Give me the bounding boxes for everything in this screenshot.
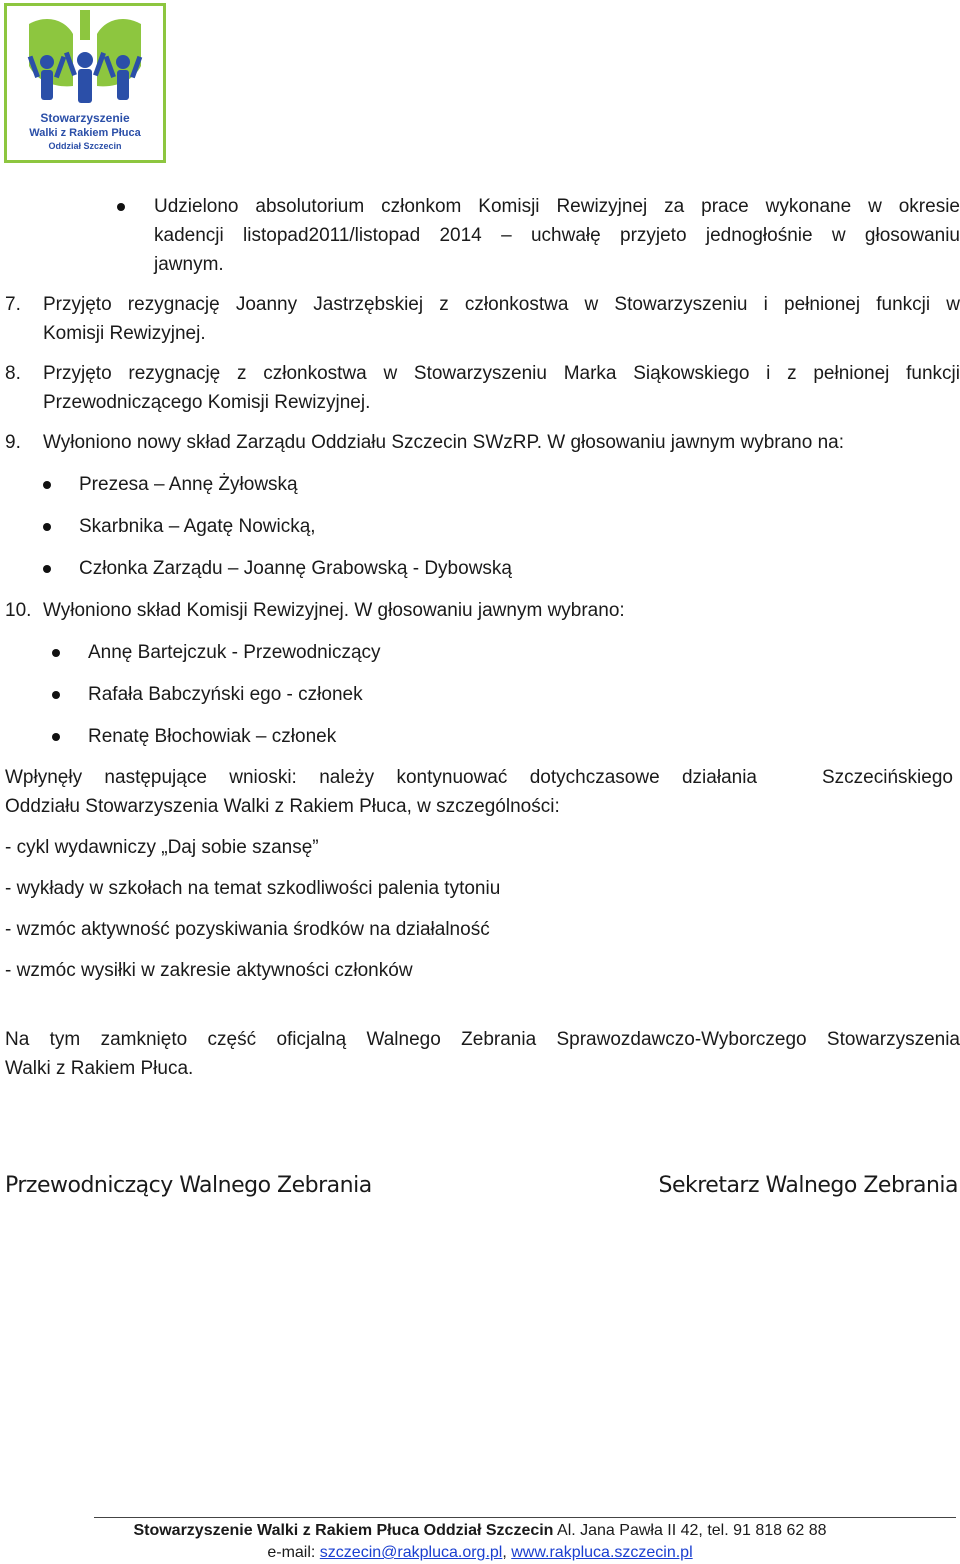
closing-line1: Na tym zamknięto część oficjalną Walnego Zebrania Sprawozdawczo-Wyborczego Stowarzyszenia [5, 1029, 960, 1050]
signature-secretary: Sekretarz Walnego Zebrania [658, 1173, 958, 1198]
footer-separator: , [502, 1544, 512, 1561]
absolutorium-line1: Udzielono absolutorium członkom Komisji Rewizyjnej za prace wykonane w okresie [154, 196, 960, 217]
footer-website-link[interactable]: www.rakpluca.szczecin.pl [511, 1544, 693, 1561]
item9-bullet-2: Skarbnika – Agatę Nowicką, [79, 516, 316, 537]
item7-line2: Komisji Rewizyjnej. [43, 323, 206, 344]
footer-address-line [0, 1521, 960, 1541]
motions-line1-right: Szczecińskiego [822, 767, 953, 788]
closing-line2: Walki z Rakiem Płuca. [5, 1058, 194, 1079]
footer-contact-line [0, 1543, 960, 1563]
bullet-icon [52, 691, 60, 699]
item10-bullet-2: Rafała Babczyński ego - członek [88, 684, 363, 705]
bullet-icon [43, 523, 51, 531]
logo-text-line3: Oddział Szczecin [48, 141, 122, 151]
bullet-icon [117, 203, 125, 211]
item8-line1: Przyjęto rezygnację z członkostwa w Stowarzyszeniu Marka Siąkowskiego i z pełnionej funkcji [43, 363, 960, 384]
item10-bullet-3: Renatę Błochowiak – członek [88, 726, 337, 747]
footer-email-label: e-mail: [267, 1544, 320, 1561]
motion-item-3: - wzmóc aktywność pozyskiwania środków na działalność [5, 919, 490, 940]
logo-text-line1: Stowarzyszenie [40, 111, 130, 125]
item10-number: 10. [5, 600, 32, 621]
signature-chairman: Przewodniczący Walnego Zebrania [5, 1173, 372, 1198]
footer-divider [94, 1517, 956, 1518]
item8-line2: Przewodniczącego Komisji Rewizyjnej. [43, 392, 371, 413]
item9-text: Wyłoniono nowy skład Zarządu Oddziału Szczecin SWzRP. W głosowaniu jawnym wybrano na: [43, 432, 844, 453]
motion-item-2: - wykłady w szkołach na temat szkodliwości palenia tytoniu [5, 878, 501, 899]
bullet-icon [52, 733, 60, 741]
motion-item-4: - wzmóc wysiłki w zakresie aktywności członków [5, 960, 413, 981]
motions-line1: Wpłynęły następujące wnioski: należy kontynuować dotychczasowe działania [5, 767, 757, 788]
bullet-icon [52, 649, 60, 657]
footer-address: Al. Jana Pawła II 42, tel. 91 818 62 88 [553, 1522, 827, 1539]
footer-email-link[interactable]: szczecin@rakpluca.org.pl [319, 1544, 503, 1561]
item10-text: Wyłoniono skład Komisji Rewizyjnej. W głosowaniu jawnym wybrano: [43, 600, 625, 621]
lungs-people-logo-graphic [7, 6, 163, 160]
motions-line2: Oddziału Stowarzyszenia Walki z Rakiem Płuca, w szczególności: [5, 796, 560, 817]
item7-number: 7. [5, 294, 21, 315]
absolutorium-line2: kadencji listopad2011/listopad 2014 – uchwałę przyjeto jednogłośnie w głosowaniu [154, 225, 960, 246]
absolutorium-line3: jawnym. [154, 254, 224, 275]
item7-line1: Przyjęto rezygnację Joanny Jastrzębskiej z członkostwa w Stowarzyszeniu i pełnionej funkcji w [43, 294, 960, 315]
logo-text-line2: Walki z Rakiem Płuca [29, 127, 141, 139]
organization-logo [4, 3, 166, 163]
item9-number: 9. [5, 432, 21, 453]
bullet-icon [43, 481, 51, 489]
item10-bullet-1: Annę Bartejczuk - Przewodniczący [88, 642, 381, 663]
item9-bullet-1: Prezesa – Annę Żyłowską [79, 474, 298, 495]
item8-number: 8. [5, 363, 21, 384]
logo-inner [7, 6, 163, 160]
item9-bullet-3: Członka Zarządu – Joannę Grabowską - Dybowską [79, 558, 512, 579]
footer-org: Stowarzyszenie Walki z Rakiem Płuca Oddział Szczecin [133, 1522, 554, 1539]
motion-item-1: - cykl wydawniczy „Daj sobie szansę” [5, 837, 319, 858]
bullet-icon [43, 565, 51, 573]
